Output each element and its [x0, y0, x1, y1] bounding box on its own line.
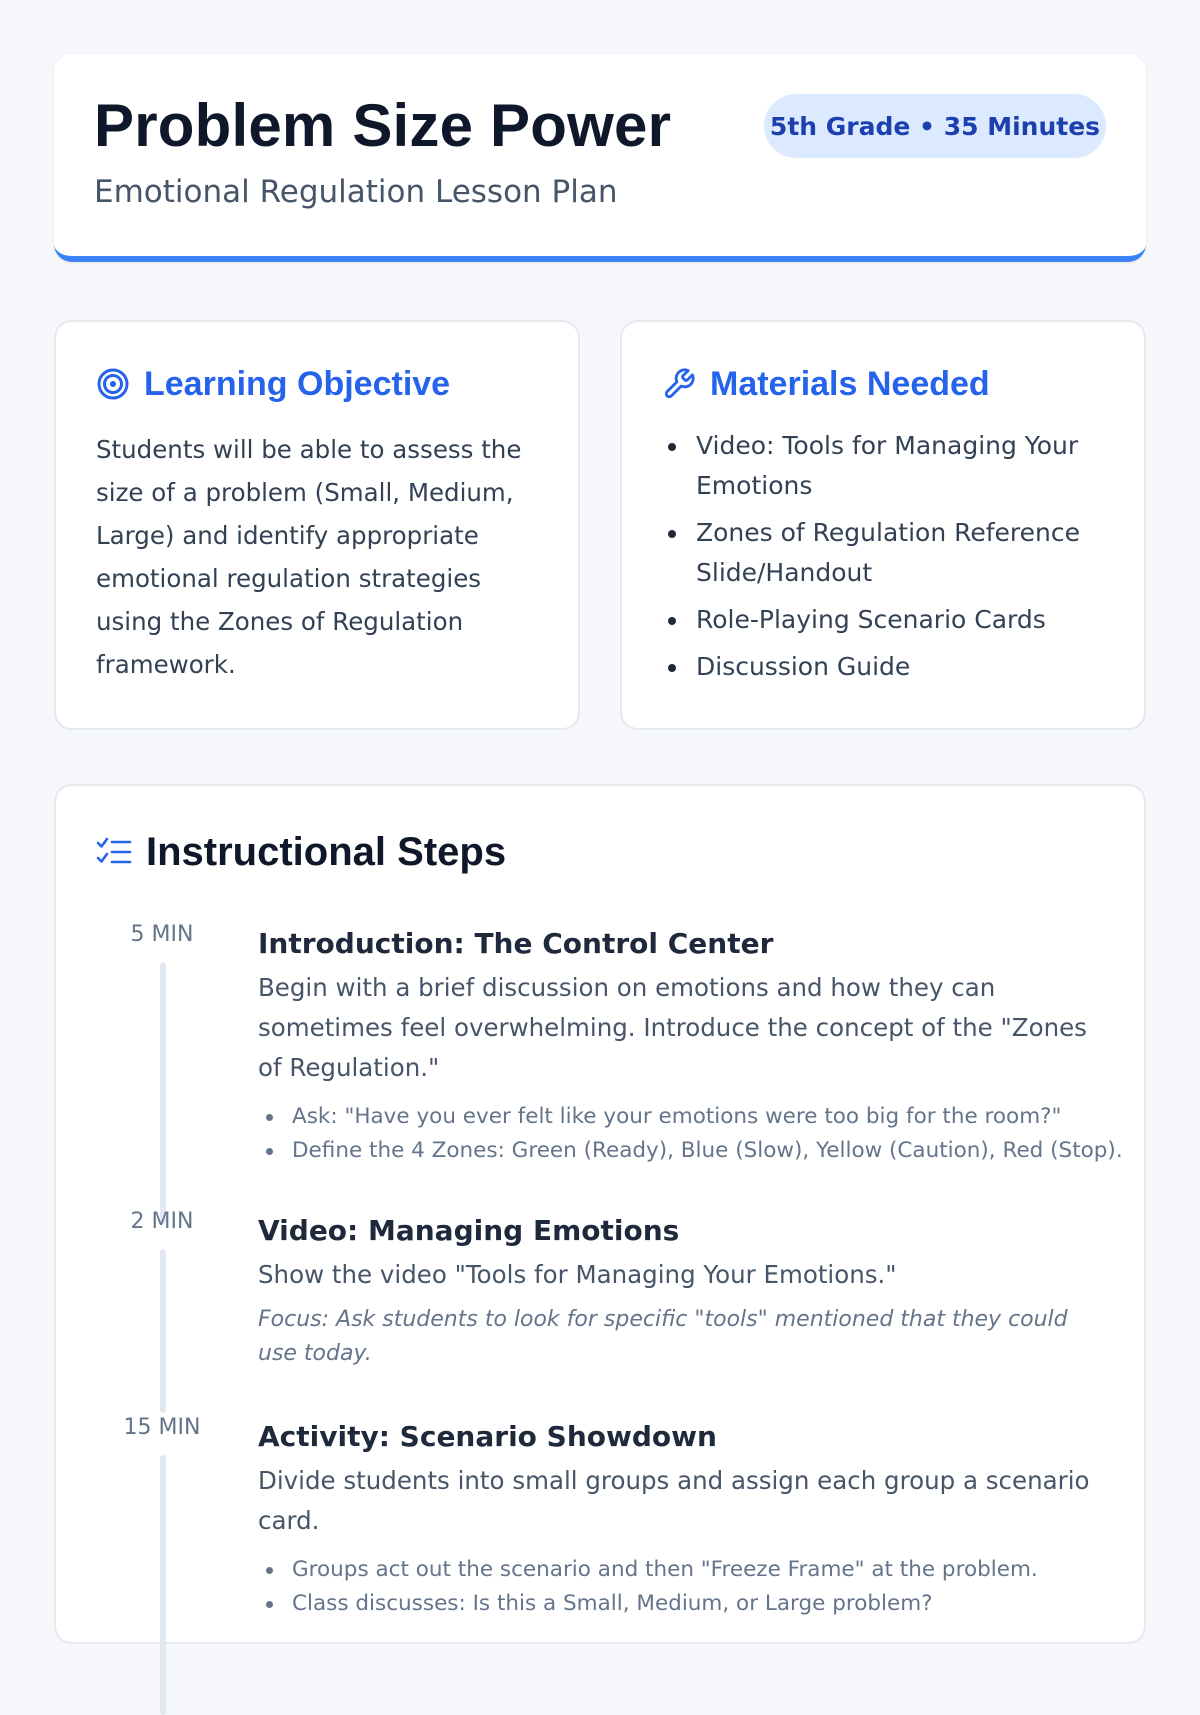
grade-duration-badge: 5th Grade • 35 Minutes [764, 94, 1106, 158]
materials-item: Video: Tools for Managing Your Emotions [664, 426, 1114, 506]
timeline-line [160, 962, 166, 1224]
step-bullet-list [258, 1100, 1123, 1168]
learning-objective-header [96, 362, 450, 406]
step-bullet: Groups act out the scenario and then "Freeze Frame" at the problem. [258, 1553, 1108, 1587]
materials-title: Materials Needed [710, 365, 990, 403]
step-bullet: Define the 4 Zones: Green (Ready), Blue (Slow), Yellow (Caution), Red (Stop). [258, 1134, 1108, 1168]
step-bullet: Class discusses: Is this a Small, Medium, or Large problem? [258, 1587, 1108, 1621]
page-title: Problem Size Power [94, 92, 672, 159]
header-card [54, 54, 1146, 262]
step-body [258, 1213, 1108, 1371]
instructional-steps-card [54, 784, 1146, 1644]
learning-objective-title: Learning Objective [144, 365, 451, 403]
timeline-line [160, 1455, 166, 1715]
step-description: Divide students into small groups and assign each group a scenario card. [258, 1466, 1090, 1535]
step-title: Video: Managing Emotions [258, 1214, 680, 1247]
materials-item: Discussion Guide [664, 647, 1114, 687]
instructional-steps-header [96, 828, 506, 876]
step-duration: 15 MIN [123, 1415, 201, 1440]
step-focus-note: Focus: Ask students to look for specific "tools" mentioned that they could use today. [258, 1307, 1068, 1366]
materials-header [662, 362, 990, 406]
learning-objective-card [54, 320, 580, 730]
timeline-line [160, 1249, 166, 1413]
materials-item: Role-Playing Scenario Cards [664, 600, 1114, 640]
step-body [258, 926, 1123, 1168]
instructional-steps-title: Instructional Steps [146, 830, 507, 874]
target-icon [96, 367, 130, 401]
step-duration: 2 MIN [130, 1209, 194, 1234]
step-title: Introduction: The Control Center [258, 927, 774, 960]
wrench-icon [662, 367, 696, 401]
step-bullet: Ask: "Have you ever felt like your emotions were too big for the room?" [258, 1100, 1108, 1134]
step-body [258, 1419, 1108, 1621]
page-subtitle: Emotional Regulation Lesson Plan [94, 174, 618, 210]
step-duration: 5 MIN [130, 922, 194, 947]
step-bullet-list [258, 1553, 1108, 1621]
materials-item: Zones of Regulation Reference Slide/Handout [664, 513, 1114, 593]
step-description: Show the video "Tools for Managing Your Emotions." [258, 1260, 897, 1289]
step-title: Activity: Scenario Showdown [258, 1420, 717, 1453]
step-description: Begin with a brief discussion on emotions and how they can sometimes feel overwhelming. Introduce the concept of the "Zones of Regulation." [258, 973, 1087, 1082]
learning-objective-text: Students will be able to assess the size of a problem (Small, Medium, Large) and identify appropriate emotional regulation strategies using the Zones of Regulation framework. [96, 435, 522, 679]
materials-card [620, 320, 1146, 730]
materials-list [664, 426, 1114, 694]
checklist-icon [96, 835, 132, 869]
